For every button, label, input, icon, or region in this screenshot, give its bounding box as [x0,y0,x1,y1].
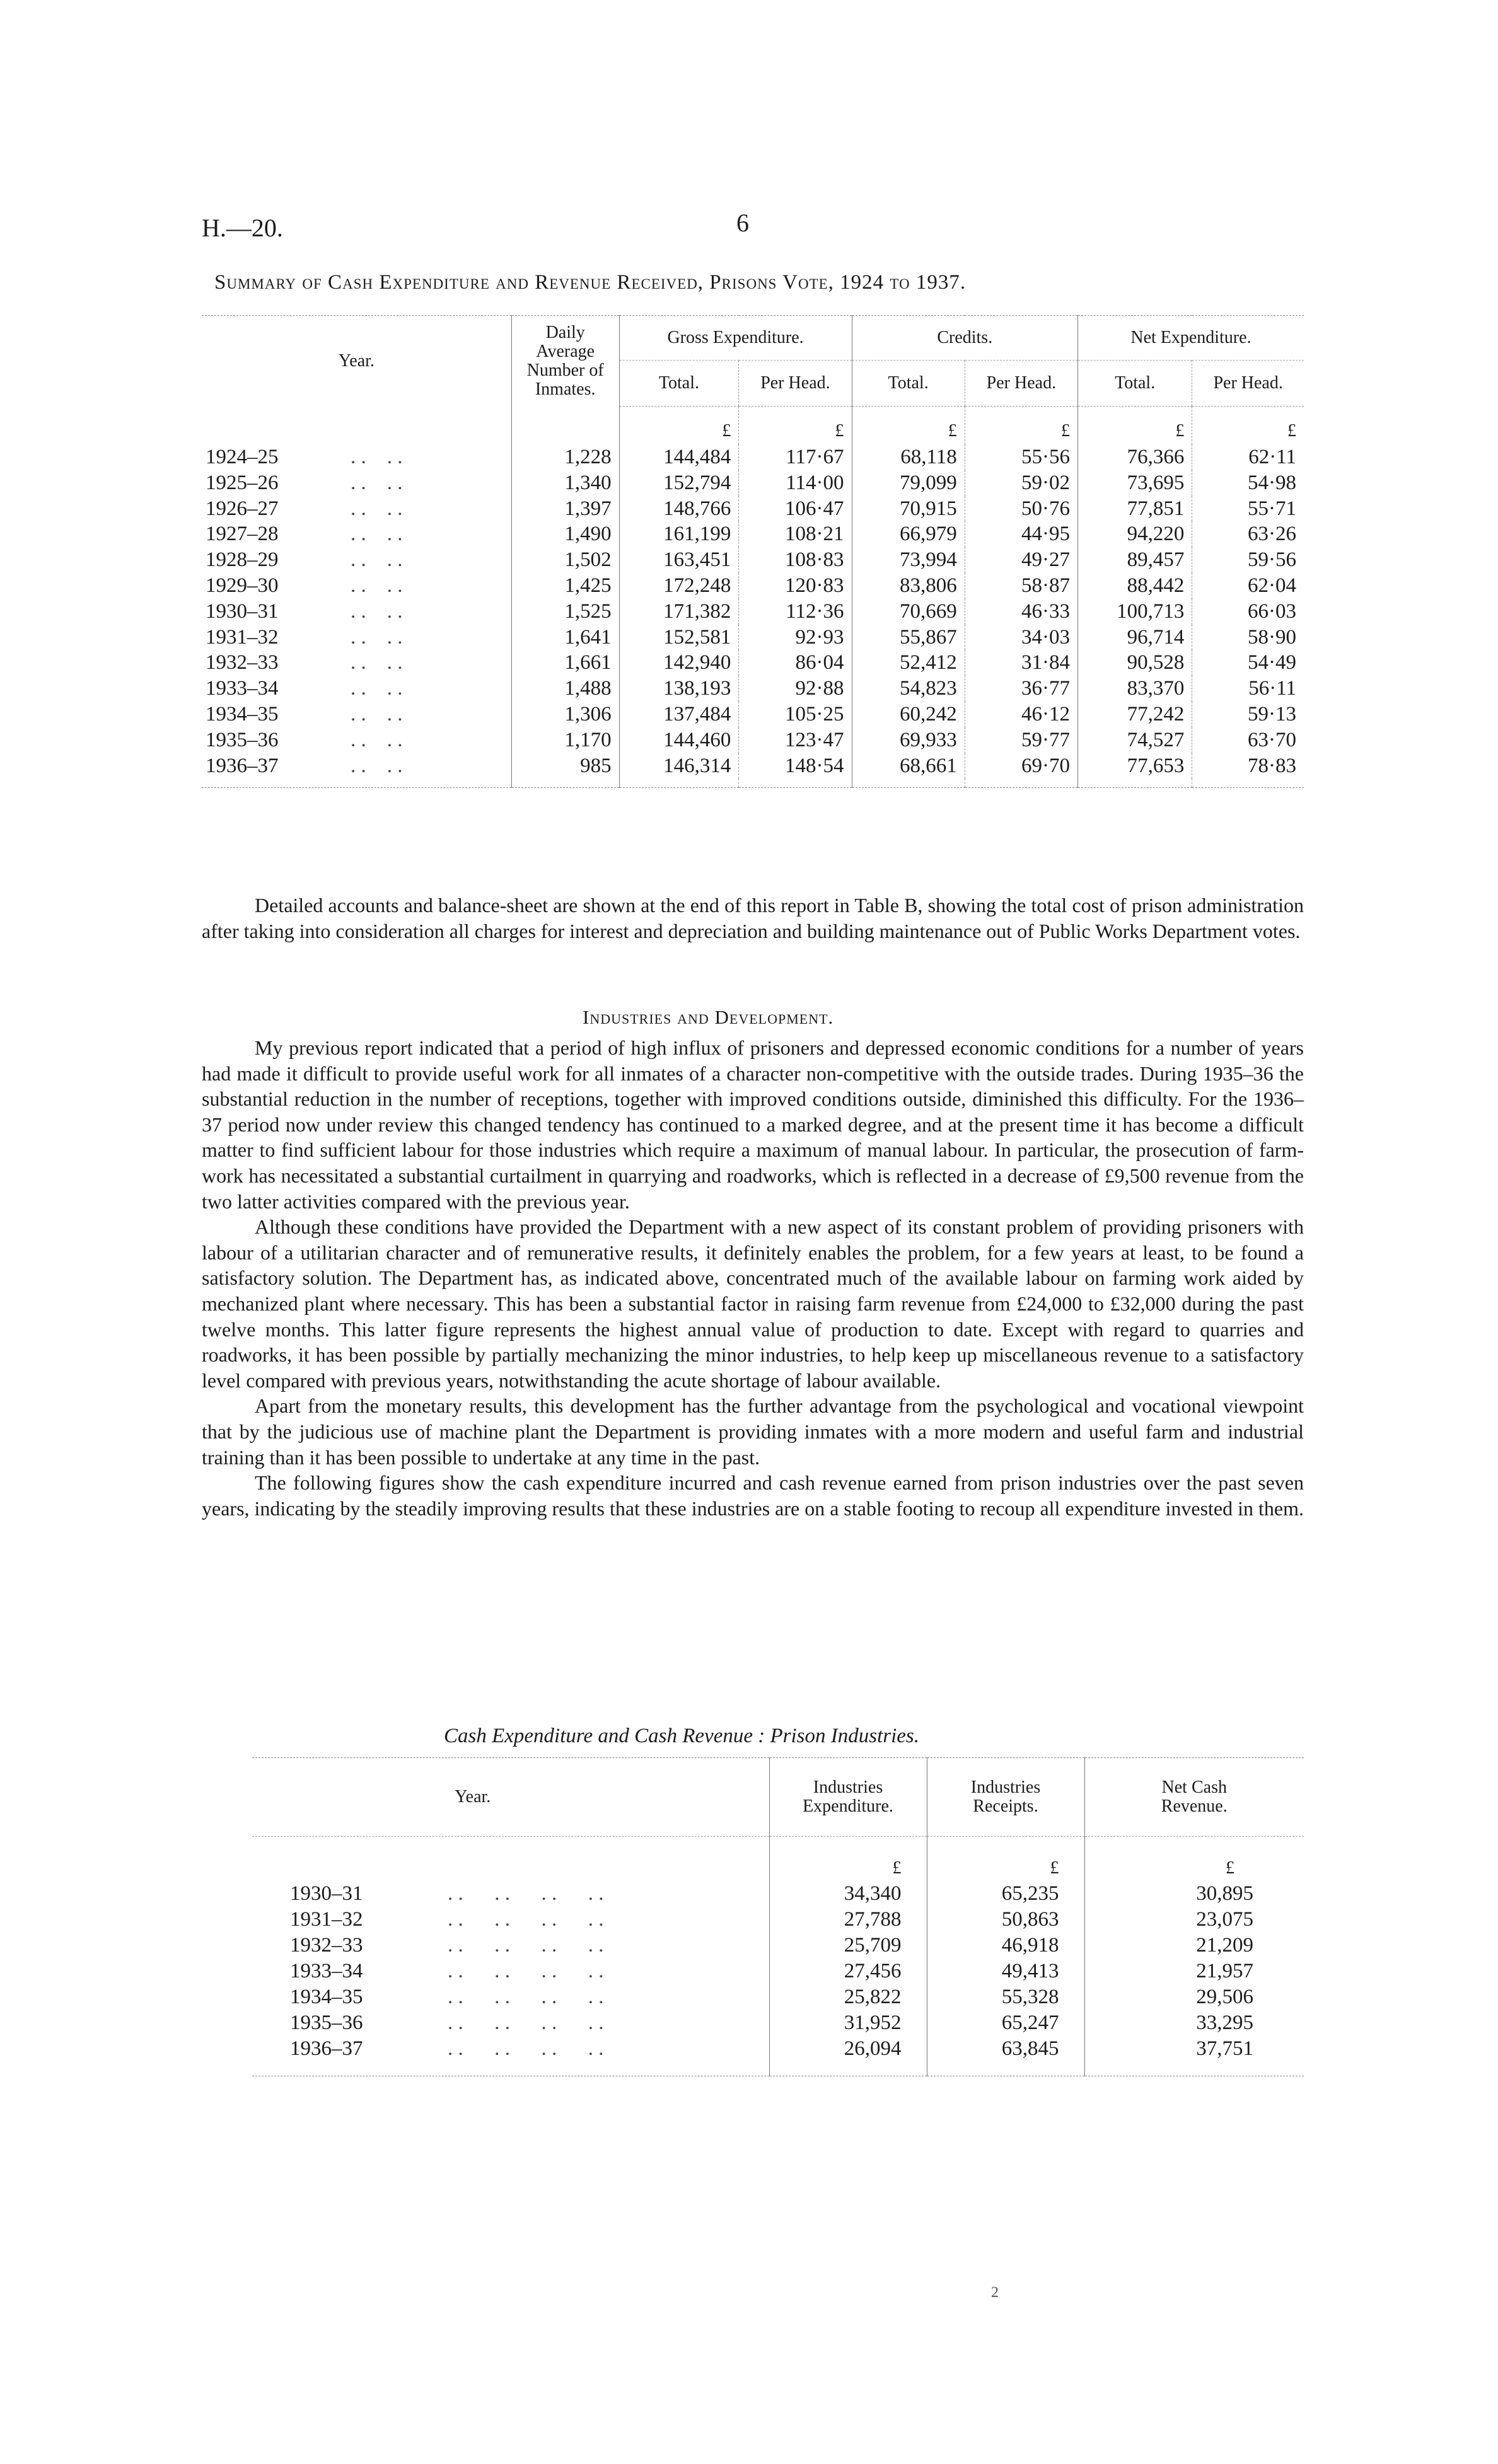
cell-net-head: 63·26 [1192,521,1304,547]
leader-dots: . . . . . . . . [448,1986,604,2008]
table-row [202,444,1304,470]
year-label: 1933–34 [206,677,279,700]
table-row [202,727,1304,753]
section-heading-industries: Industries and Development. [583,1006,834,1028]
cell-inmates: 1,340 [511,470,619,496]
cell-gross-total: 146,314 [619,753,739,779]
table-row [252,1881,1304,1907]
year-label: 1924–25 [206,446,279,468]
cell-inmates: 1,641 [511,625,619,651]
cell-credits-total: 66,979 [852,521,965,547]
col-group-net: Net Expenditure. [1077,316,1304,361]
cell-year [252,2036,769,2062]
cell-net-head: 66·03 [1192,599,1304,625]
table-row [202,470,1304,496]
currency-symbol: £ [769,1837,927,1882]
currency-symbol: £ [619,407,739,445]
summary-table [202,315,1304,788]
cell-gross-head: 105·25 [739,702,852,727]
leader-dots: . . . . . . . . [448,1882,604,1905]
cell-credits-head: 50·76 [965,496,1077,522]
cell-net: 21,209 [1084,1933,1304,1958]
cell-inmates: 1,661 [511,650,619,676]
year-label: 1930–31 [206,599,279,623]
cell-expenditure: 25,822 [769,1984,927,2010]
col-group-gross: Gross Expenditure. [619,316,852,361]
col-gross-total: Total. [619,361,739,407]
currency-symbol: £ [1084,1837,1304,1882]
cell-credits-head: 31·84 [965,650,1077,676]
cell-credits-total: 68,661 [852,753,965,779]
cell-gross-head: 114·00 [739,470,852,496]
cell-gross-head: 120·83 [739,573,852,599]
cell-expenditure: 34,340 [769,1881,927,1907]
cell-gross-total: 138,193 [619,676,739,702]
leader-dots: . . . . [351,728,403,751]
table-row [202,753,1304,779]
currency-symbol: £ [965,407,1077,445]
table-row [202,702,1304,727]
paragraph: Apart from the monetary results, this development has the further advantage from the psychological and vocational viewpoint that by the judicious use of machine plant the Department is providing inmates with a more modern and useful farm and industrial training than it has been possible to undertake at any time in the past. [202,1394,1304,1469]
cell-credits-total: 68,118 [852,444,965,470]
cell-net-total: 77,851 [1077,496,1192,522]
col-credits-per-head: Per Head. [965,361,1077,407]
table-row [252,1958,1304,1984]
year-label: 1931–32 [290,1908,363,1931]
cell-net-total: 88,442 [1077,573,1192,599]
cell-receipts: 49,413 [927,1958,1084,1984]
cell-year [202,753,511,779]
year-label: 1934–35 [206,702,279,726]
cell-credits-total: 52,412 [852,650,965,676]
year-label: 1931–32 [206,625,279,649]
year-label: 1928–29 [206,548,279,572]
cell-year [202,625,511,651]
cell-net: 29,506 [1084,1984,1304,2010]
cell-net-total: 74,527 [1077,727,1192,753]
cell-net: 23,075 [1084,1907,1304,1933]
year-label: 1933–34 [290,1960,363,1982]
summary-table-title: Summary of Cash Expenditure and Revenue Received, Prisons Vote, 1924 to 1937. [214,271,967,294]
table-row [202,650,1304,676]
cell-gross-head: 117·67 [739,444,852,470]
cell-net-total: 89,457 [1077,547,1192,573]
cell-year [202,650,511,676]
col-group-credits: Credits. [852,316,1077,361]
cell-net-head: 63·70 [1192,727,1304,753]
cell-year [252,1984,769,2010]
leader-dots: . . . . . . . . [448,2037,604,2060]
cell-credits-head: 58·87 [965,573,1077,599]
industries-table [252,1757,1304,2076]
cell-credits-total: 54,823 [852,676,965,702]
cell-net: 37,751 [1084,2036,1304,2062]
cell-net-total: 83,370 [1077,676,1192,702]
cell-net-total: 73,695 [1077,470,1192,496]
leader-dots: . . . . [351,702,403,726]
cell-expenditure: 27,788 [769,1907,927,1933]
leader-dots: . . . . [351,471,403,494]
cell-gross-head: 86·04 [739,650,852,676]
leader-dots: . . . . [351,446,403,468]
cell-net-total: 77,653 [1077,753,1192,779]
cell-expenditure: 31,952 [769,2010,927,2036]
cell-credits-head: 44·95 [965,521,1077,547]
cell-year [252,1933,769,1958]
year-label: 1925–26 [206,471,279,494]
cell-expenditure: 25,709 [769,1933,927,1958]
cell-net-head: 56·11 [1192,676,1304,702]
col-net-total: Total. [1077,361,1192,407]
col-net-per-head: Per Head. [1192,361,1304,407]
cell-inmates: 985 [511,753,619,779]
cell-year [202,676,511,702]
leader-dots: . . . . . . . . [448,1908,604,1931]
table-bottom-rule [252,2062,1304,2076]
cell-inmates: 1,488 [511,676,619,702]
cell-credits-total: 60,242 [852,702,965,727]
cell-gross-total: 152,581 [619,625,739,651]
cell-year [202,727,511,753]
year-label: 1929–30 [206,574,279,597]
cell-credits-total: 83,806 [852,573,965,599]
year-label: 1935–36 [206,728,279,751]
industries-section-body [202,1035,1304,1521]
year-label: 1927–28 [206,523,279,546]
cell-net-head: 54·49 [1192,650,1304,676]
table-row [252,1907,1304,1933]
cell-expenditure: 27,456 [769,1958,927,1984]
cell-gross-total: 171,382 [619,599,739,625]
cell-gross-head: 112·36 [739,599,852,625]
table-row [252,1933,1304,1958]
currency-symbol: £ [852,407,965,445]
cell-credits-head: 59·77 [965,727,1077,753]
cell-credits-total: 70,669 [852,599,965,625]
cell-year [202,573,511,599]
table-row [202,625,1304,651]
cell-credits-head: 34·03 [965,625,1077,651]
cell-inmates: 1,306 [511,702,619,727]
table-row [252,2036,1304,2062]
cell-net-total: 96,714 [1077,625,1192,651]
cell-inmates: 1,490 [511,521,619,547]
cell-gross-head: 92·93 [739,625,852,651]
table-row [202,521,1304,547]
col-year-header: Year. [202,316,511,407]
cell-gross-total: 142,940 [619,650,739,676]
col-gross-per-head: Per Head. [739,361,852,407]
paragraph: My previous report indicated that a period of high influx of prisoners and depressed economic conditions for a number of years had made it difficult to provide useful work for all inmates of a character non-competitive with the outside trades. During 1935–36 the substantial reduction in the number of receptions, together with improved conditions outside, diminished this difficulty. For the 1936–37 period now under review this changed tendency has continued to a marked degree, and at the present time it has become a difficult matter to find sufficient labour for those industries which require a maximum of manual labour. In particular, the prosecution of farm-work has necessitated a substantial curtailment in quarrying and roadworks, which is reflected in a decrease of £9,500 revenue from the two latter activities compared with the previous year. [202,1036,1304,1213]
col-year-header: Year. [252,1758,769,1837]
cell-credits-total: 70,915 [852,496,965,522]
currency-row [202,407,1304,445]
document-reference: H.—20. [202,214,283,242]
cell-inmates: 1,525 [511,599,619,625]
year-label: 1935–36 [290,2011,363,2034]
year-label: 1926–27 [206,497,279,520]
cell-net-head: 59·13 [1192,702,1304,727]
col-credits-total: Total. [852,361,965,407]
cell-net-total: 77,242 [1077,702,1192,727]
col-industries-expenditure: Industries Expenditure. [769,1758,927,1837]
cell-credits-total: 55,867 [852,625,965,651]
cell-year [252,1907,769,1933]
cell-year [202,496,511,522]
currency-row [252,1837,1304,1882]
paragraph: The following figures show the cash expenditure incurred and cash revenue earned from prison industries over the past seven years, indicating by the steadily improving results that these industries are on a stable footing to recoup all expenditure invested in them. [202,1471,1304,1520]
cell-net: 33,295 [1084,2010,1304,2036]
table-row [202,496,1304,522]
currency-symbol: £ [1192,407,1304,445]
leader-dots: . . . . . . . . [448,1960,604,1982]
year-label: 1936–37 [290,2037,363,2060]
cell-year [202,521,511,547]
cell-net: 30,895 [1084,1881,1304,1907]
leader-dots: . . . . [351,574,403,597]
table-row [252,2010,1304,2036]
cell-gross-head: 108·21 [739,521,852,547]
cell-inmates: 1,397 [511,496,619,522]
year-label: 1930–31 [290,1882,363,1905]
cell-credits-head: 59·02 [965,470,1077,496]
cell-inmates: 1,170 [511,727,619,753]
cell-net-head: 78·83 [1192,753,1304,779]
leader-dots: . . . . [351,754,403,777]
leader-dots: . . . . [351,625,403,649]
cell-net-head: 54·98 [1192,470,1304,496]
cell-receipts: 55,328 [927,1984,1084,2010]
year-label: 1932–33 [290,1934,363,1957]
leader-dots: . . . . [351,523,403,546]
leader-dots: . . . . [351,497,403,520]
leader-dots: . . . . [351,548,403,572]
cell-gross-total: 161,199 [619,521,739,547]
cell-credits-total: 69,933 [852,727,965,753]
cell-credits-head: 55·56 [965,444,1077,470]
cell-credits-total: 79,099 [852,470,965,496]
cell-year [202,599,511,625]
col-industries-receipts: Industries Receipts. [927,1758,1084,1837]
cell-year [252,1881,769,1907]
col-net-cash-revenue: Net Cash Revenue. [1084,1758,1304,1837]
cell-year [202,702,511,727]
cell-gross-total: 172,248 [619,573,739,599]
leader-dots: . . . . [351,599,403,623]
paragraph-detailed-accounts: Detailed accounts and balance-sheet are shown at the end of this report in Table B, showing the total cost of prison administration after taking into consideration all charges for interest and depreciation and building maintenance out of Public Works Department votes. [202,894,1304,942]
cell-gross-total: 163,451 [619,547,739,573]
cell-inmates: 1,425 [511,573,619,599]
leader-dots: . . . . . . . . [448,2011,604,2034]
cell-net-head: 58·90 [1192,625,1304,651]
currency-symbol: £ [927,1837,1084,1882]
cell-year [202,444,511,470]
cell-year [202,547,511,573]
leader-dots: . . . . [351,677,403,700]
cell-gross-head: 108·83 [739,547,852,573]
cell-net-head: 55·71 [1192,496,1304,522]
cell-credits-head: 46·33 [965,599,1077,625]
cell-expenditure: 26,094 [769,2036,927,2062]
cell-receipts: 63,845 [927,2036,1084,2062]
cell-gross-total: 148,766 [619,496,739,522]
cell-gross-head: 123·47 [739,727,852,753]
paragraph: Although these conditions have provided the Department with a new aspect of its constant problem of providing prisoners with labour of a utilitarian character and of remunerative results, it definitely enables the problem, for a few years at least, to be found a satisfactory solution. The Department has, as indicated above, concentrated much of the available labour on farming work aided by mechanized plant where necessary. This has been a substantial factor in raising farm revenue from £24,000 to £32,000 during the past twelve months. This latter figure represents the highest annual value of production to date. Except with regard to quarries and roadworks, it has been possible by partially mechanizing the minor industries, to help keep up miscellaneous revenue to a satisfactory level compared with previous years, notwithstanding the acute shortage of labour available. [202,1215,1304,1392]
footer-mark: 2 [991,2284,999,2301]
table-row [202,599,1304,625]
cell-credits-head: 46·12 [965,702,1077,727]
currency-symbol: £ [1077,407,1192,445]
cell-receipts: 46,918 [927,1933,1084,1958]
cell-gross-head: 92·88 [739,676,852,702]
table-row [252,1984,1304,2010]
cell-gross-total: 137,484 [619,702,739,727]
cell-credits-head: 36·77 [965,676,1077,702]
cell-receipts: 65,247 [927,2010,1084,2036]
cell-net-total: 100,713 [1077,599,1192,625]
cell-gross-head: 148·54 [739,753,852,779]
page-number: 6 [736,209,749,237]
table-bottom-rule [202,778,1304,788]
cell-year [252,1958,769,1984]
cell-gross-head: 106·47 [739,496,852,522]
leader-dots: . . . . . . . . [448,1934,604,1957]
col-daily-average-header: Daily Average Number of Inmates. [511,316,619,407]
cell-credits-head: 49·27 [965,547,1077,573]
currency-symbol: £ [739,407,852,445]
cell-receipts: 50,863 [927,1907,1084,1933]
year-label: 1932–33 [206,651,279,674]
cell-year [202,470,511,496]
cell-credits-head: 69·70 [965,753,1077,779]
table-row [202,676,1304,702]
cell-gross-total: 144,460 [619,727,739,753]
cell-net-head: 59·56 [1192,547,1304,573]
year-label: 1936–37 [206,754,279,777]
cell-receipts: 65,235 [927,1881,1084,1907]
cell-credits-total: 73,994 [852,547,965,573]
industries-table-title: Cash Expenditure and Cash Revenue : Prison Industries. [444,1725,920,1747]
table-row [202,573,1304,599]
cell-inmates: 1,228 [511,444,619,470]
cell-net-head: 62·04 [1192,573,1304,599]
cell-net-total: 94,220 [1077,521,1192,547]
leader-dots: . . . . [351,651,403,674]
cell-gross-total: 144,484 [619,444,739,470]
cell-net-total: 76,366 [1077,444,1192,470]
cell-gross-total: 152,794 [619,470,739,496]
table-row [202,547,1304,573]
cell-net-total: 90,528 [1077,650,1192,676]
cell-year [252,2010,769,2036]
year-label: 1934–35 [290,1986,363,2008]
cell-inmates: 1,502 [511,547,619,573]
cell-net: 21,957 [1084,1958,1304,1984]
cell-net-head: 62·11 [1192,444,1304,470]
